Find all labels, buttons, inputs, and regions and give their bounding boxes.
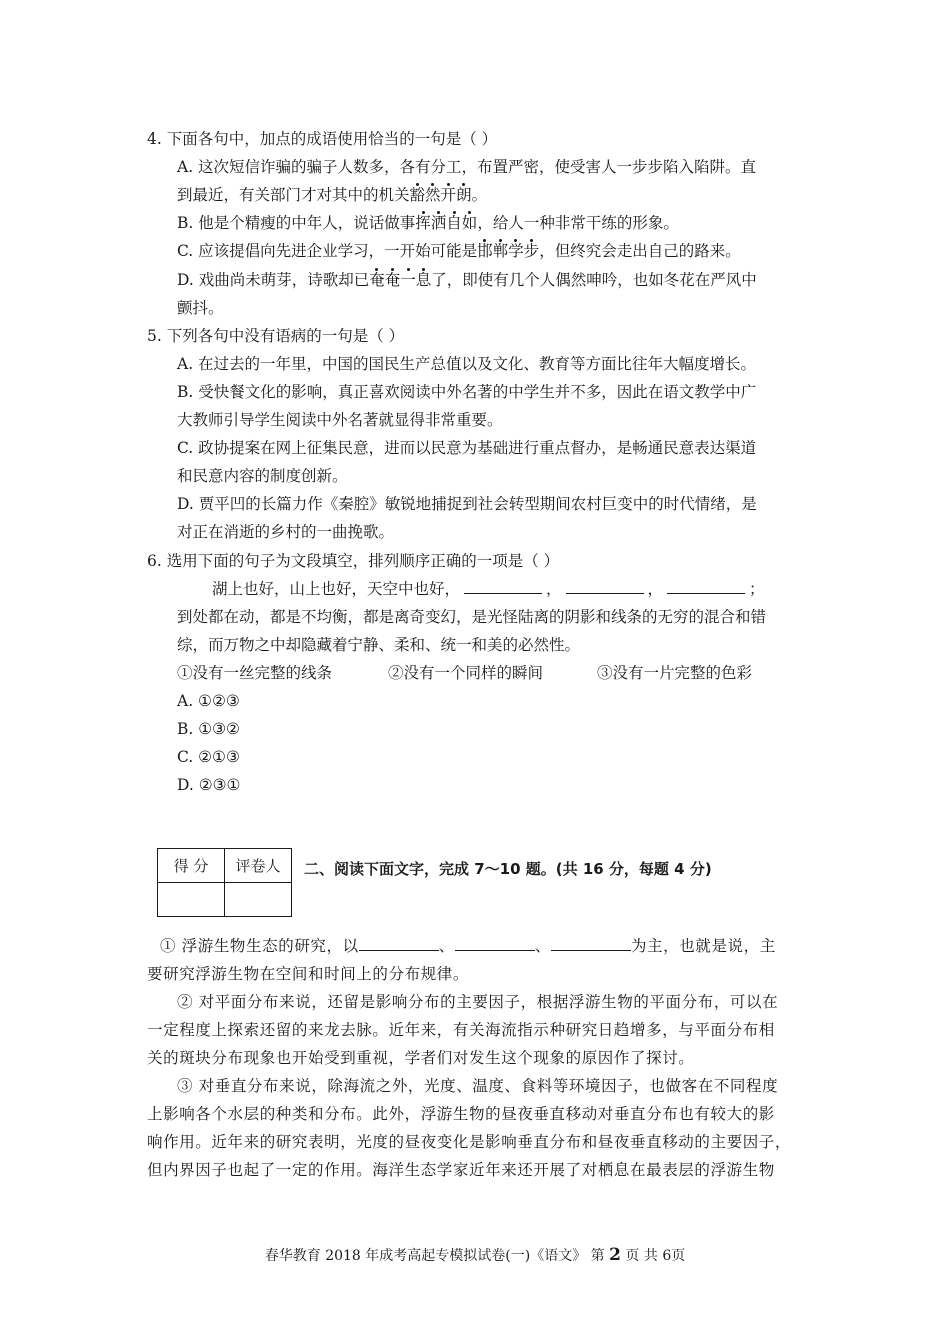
passage-p1-line1: ① 浮游生物生态的研究，以 、 、 为主，也就是说，主 — [160, 937, 776, 955]
q6-option-c: C. ②①③ — [177, 748, 240, 766]
q5-option-d-line1: D. 贾平凹的长篇力作《秦腔》敏锐地捕捉到社会转型期间农村巨变中的时代情绪，是 — [177, 495, 757, 513]
passage-blank-1 — [359, 936, 439, 951]
passage-p2-line1: ② 对平面分布来说，还留是影响分布的主要因子，根据浮游生物的平面分布，可以在 — [177, 993, 779, 1011]
section-2-title: 二、阅读下面文字，完成 7～10 题。(共 16 分，每题 4 分) — [304, 860, 712, 878]
q4-option-a-line2: 到最近，有关部门才对其中的机关豁然开朗。 — [177, 186, 488, 204]
q5-option-d-line2: 对正在消逝的乡村的一曲挽歌。 — [177, 523, 395, 541]
score-cell — [158, 883, 225, 917]
passage-p1-line2: 要研究浮游生物在空间和时间上的分布规律。 — [147, 965, 470, 983]
score-header: 得 分 — [158, 849, 225, 883]
passage-blank-2 — [455, 936, 535, 951]
q6-passage-line2: 到处都在动，都是不均衡，都是离奇变幻，是光怪陆离的阴影和线条的无穷的混合和错 — [177, 608, 767, 626]
grader-cell — [225, 883, 292, 917]
q4-option-c: C. 应该提倡向先进企业学习，一开始可能是邯郸学步，但终究会走出自己的路来。 — [177, 242, 741, 260]
q6-passage-line3: 综，而万物之中却隐藏着宁静、柔和、统一和美的必然性。 — [177, 636, 581, 654]
q6-blank-1 — [464, 579, 542, 594]
q5-option-a: A. 在过去的一年里，中国的国民生产总值以及文化、教育等方面比往年大幅度增长。 — [177, 355, 757, 373]
q6-sentence-1: ①没有一丝完整的线条 — [177, 664, 333, 682]
page-number: 2 — [609, 1245, 621, 1265]
q4-dotted-idiom-b: 挥洒自如 — [415, 214, 478, 232]
q4-option-d-line1: D. 戏曲尚未萌芽，诗歌却已奄奄一息了，即使有几个人偶然呻吟，也如冬花在严风中 — [177, 271, 757, 289]
q4-dotted-idiom-d: 奄奄一息 — [369, 271, 432, 289]
score-box — [157, 848, 292, 917]
grader-header: 评卷人 — [225, 849, 292, 883]
q4-dotted-idiom-a: 豁然开朗 — [409, 186, 472, 204]
q4-dotted-idiom-c: 邯郸学步 — [477, 242, 540, 260]
passage-blank-3 — [551, 936, 631, 951]
q5-option-c-line2: 和民意内容的制度创新。 — [177, 467, 348, 485]
q4-option-a-line1: A. 这次短信诈骗的骗子人数多，各有分工，布置严密，使受害人一步步陷入陷阱。直 — [177, 158, 757, 176]
passage-p3-line3: 响作用。近年来的研究表明，光度的昼夜变化是影响垂直分布和昼夜垂直移动的主要因子， — [147, 1133, 792, 1151]
passage-p2-line3: 关的斑块分布现象也开始受到重视，学者们对发生这个现象的原因作了探讨。 — [147, 1049, 695, 1067]
q4-option-d-line2: 颤抖。 — [177, 299, 224, 317]
q5-stem: 5. 下列各句中没有语病的一句是（ ） — [147, 327, 405, 345]
q6-passage-line1: 湖上也好，山上也好，天空中也好， ， ， ； — [212, 580, 765, 598]
q6-blank-3 — [667, 579, 745, 594]
q6-sentence-2: ②没有一个同样的瞬间 — [388, 664, 544, 682]
q4-option-b: B. 他是个精瘦的中年人，说话做事挥洒自如，给人一种非常干练的形象。 — [177, 214, 679, 232]
q6-option-d: D. ②③① — [177, 776, 241, 794]
q6-option-a: A. ①②③ — [177, 692, 240, 710]
passage-p3-line2: 上影响各个水层的种类和分布。此外，浮游生物的昼夜垂直移动对垂直分布也有较大的影 — [147, 1105, 775, 1123]
passage-p2-line2: 一定程度上探索还留的来龙去脉。近年来，有关海流指示种研究日趋增多，与平面分布相 — [147, 1021, 775, 1039]
q5-option-c-line1: C. 政协提案在网上征集民意，进而以民意为基础进行重点督办，是畅通民意表达渠道 — [177, 439, 757, 457]
q6-stem: 6. 选用下面的句子为文段填空，排列顺序正确的一项是（ ） — [147, 552, 560, 570]
passage-p3-line4: 但内界因子也起了一定的作用。海洋生态学家近年来还开展了对栖息在最表层的浮游生物 — [147, 1161, 775, 1179]
q4-stem: 4. 下面各句中，加点的成语使用恰当的一句是（ ） — [147, 130, 498, 148]
q6-option-b: B. ①③② — [177, 720, 240, 738]
q5-option-b-line2: 大教师引导学生阅读中外名著就显得非常重要。 — [177, 411, 503, 429]
q5-option-b-line1: B. 受快餐文化的影响，真正喜欢阅读中外名著的中学生并不多，因此在语文教学中广 — [177, 383, 757, 401]
page-footer: 春华教育 2018 年成考高起专模拟试卷(一)《语文》 第 2 页 共 6页 — [264, 1245, 686, 1265]
passage-p3-line1: ③ 对垂直分布来说，除海流之外，光度、温度、食料等环境因子，也做客在不同程度 — [177, 1077, 779, 1095]
q6-blank-2 — [566, 579, 644, 594]
total-pages: 6 — [662, 1248, 672, 1264]
q6-sentence-3: ③没有一片完整的色彩 — [597, 664, 753, 682]
